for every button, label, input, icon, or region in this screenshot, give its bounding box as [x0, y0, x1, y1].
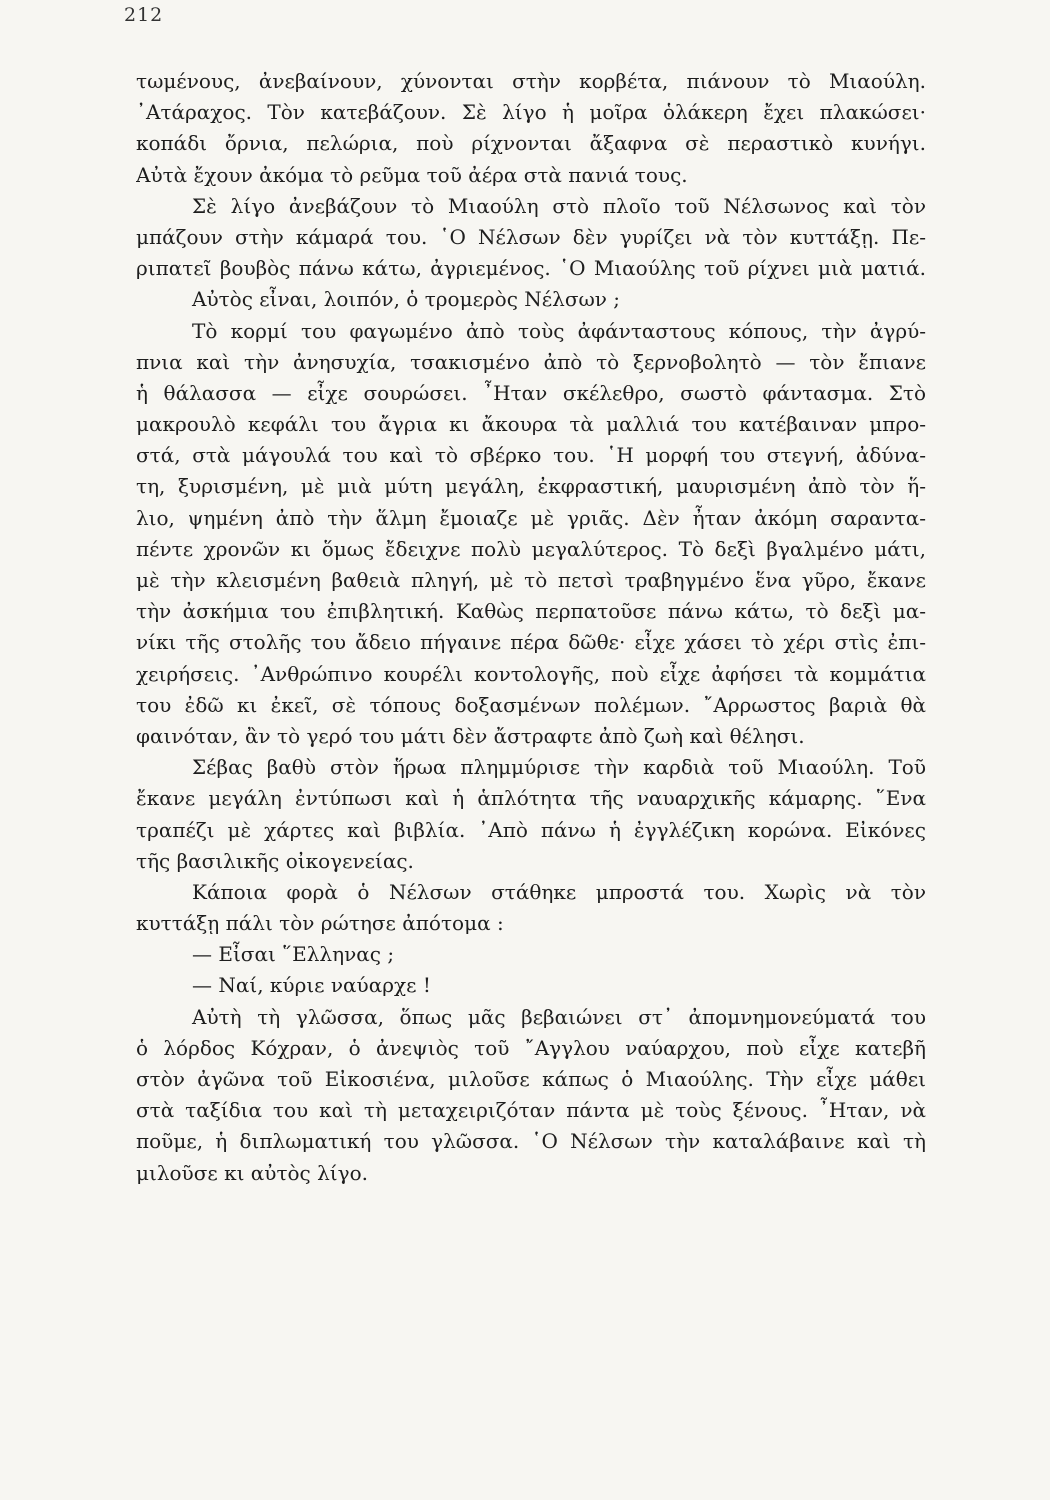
text-line: τωμένους, ἀνεβαίνουν, χύνονται στὴν κορβέτα, πιάνουν τὸ Μιαούλη.	[136, 69, 926, 93]
text-line: — Ναί, κύριε ναύαρχε !	[192, 973, 431, 998]
text-line: τραπέζι μὲ χάρτες καὶ βιβλία. ᾿Απὸ πάνω ἡ ἐγγλέζικη κορώνα. Εἰκόνες	[136, 817, 926, 842]
text-line: ὁ λόρδος Κόχραν, ὁ ἀνεψιὸς τοῦ ῎Αγγλου ναύαρχου, ποὺ εἶχε κατεβῆ	[136, 1035, 926, 1060]
text-line: Αὐτὰ ἔχουν ἀκόμα τὸ ρεῦμα τοῦ ἀέρα στὰ πανιά τους.	[136, 162, 688, 187]
text-line: μιλοῦσε κι αὐτὸς λίγο.	[136, 1160, 368, 1185]
text-line: ἔκανε μεγάλη ἐντύπωσι καὶ ἡ ἁπλότητα τῆς ναυαρχικῆς κάμαρης. ῞Ενα	[136, 786, 926, 811]
text-line: Κάποια φορὰ ὁ Νέλσων στάθηκε μπροστά του. Χωρὶς νὰ τὸν	[192, 879, 926, 904]
text-line: Αὐτὴ τὴ γλῶσσα, ὅπως μᾶς βεβαιώνει στ᾿ ἀπομνημονεύματά του	[192, 1004, 926, 1029]
text-line: ἡ θάλασσα — εἶχε σουρώσει. ῏Ηταν σκέλεθρο, σωστὸ φάντασμα. Στὸ	[136, 380, 926, 405]
text-line: κοπάδι ὄρνια, πελώρια, ποὺ ρίχνονται ἄξαφνα σὲ περαστικὸ κυνήγι.	[136, 131, 926, 156]
text-line: πέντε χρονῶν κι ὅμως ἔδειχνε πολὺ μεγαλύτερος. Τὸ δεξὶ βγαλμένο μάτι,	[136, 536, 926, 561]
text-line: νίκι τῆς στολῆς του ἄδειο πήγαινε πέρα δῶθε· εἶχε χάσει τὸ χέρι στὶς ἐπι-	[136, 630, 926, 655]
text-line: στὰ ταξίδια του καὶ τὴ μεταχειριζόταν πάντα μὲ τοὺς ξένους. ῏Ηταν, νὰ	[136, 1098, 926, 1123]
text-line: ᾿Ατάραχος. Τὸν κατεβάζουν. Σὲ λίγο ἡ μοῖρα ὁλάκερη ἔχει πλακώσει·	[136, 100, 926, 125]
text-line: του ἐδῶ κι ἐκεῖ, σὲ τόπους δοξασμένων πολέμων. ῎Αρρωστος βαριὰ θὰ	[136, 692, 926, 717]
page-number: 212	[124, 4, 164, 26]
text-line: λιο, ψημένη ἀπὸ τὴν ἅλμη ἔμοιαζε μὲ γριᾶς. Δὲν ἦταν ἀκόμη σαραντα-	[136, 505, 926, 530]
text-line: — Εἶσαι ῞Ελληνας ;	[192, 942, 395, 967]
text-line: Σὲ λίγο ἀνεβάζουν τὸ Μιαούλη στὸ πλοῖο τοῦ Νέλσωνος καὶ τὸν	[192, 193, 926, 218]
text-line: πνια καὶ τὴν ἀνησυχία, τσακισμένο ἀπὸ τὸ ξερνοβολητὸ — τὸν ἔπιανε	[136, 349, 926, 374]
text-line: κυττάξῃ πάλι τὸν ρώτησε ἀπότομα :	[136, 911, 504, 936]
text-line: Σέβας βαθὺ στὸν ἥρωα πλημμύρισε τὴν καρδιὰ τοῦ Μιαούλη. Τοῦ	[192, 755, 926, 780]
text-line: Τὸ κορμί του φαγωμένο ἀπὸ τοὺς ἀφάνταστους κόπους, τὴν ἀγρύ-	[192, 318, 926, 343]
text-line: μακρουλὸ κεφάλι του ἄγρια κι ἄκουρα τὰ μαλλιά του κατέβαιναν μπρο-	[136, 412, 926, 437]
page-text	[136, 66, 926, 1189]
text-line: μπάζουν στὴν κάμαρά του. ῾Ο Νέλσων δὲν γυρίζει νὰ τὸν κυττάξῃ. Πε-	[136, 224, 926, 249]
text-line: χειρήσεις. ᾿Ανθρώπινο κουρέλι κοντολογῆς, ποὺ εἶχε ἀφήσει τὰ κομμάτια	[136, 661, 926, 686]
text-line: στά, στὰ μάγουλά του καὶ τὸ σβέρκο του. ῾Η μορφή του στεγνή, ἀδύνα-	[136, 443, 926, 468]
text-line: ποῦμε, ἡ διπλωματική του γλῶσσα. ῾Ο Νέλσων τὴν καταλάβαινε καὶ τὴ	[136, 1129, 926, 1154]
text-line: στὸν ἀγῶνα τοῦ Εἰκοσιένα, μιλοῦσε κάπως ὁ Μιαούλης. Τὴν εἶχε μάθει	[136, 1067, 926, 1091]
text-line: τῆς βασιλικῆς οἰκογενείας.	[136, 848, 414, 873]
text-line: ριπατεῖ βουβὸς πάνω κάτω, ἀγριεμένος. ῾Ο Μιαούλης τοῦ ρίχνει μιὰ ματιά.	[136, 256, 926, 281]
text-line: μὲ τὴν κλεισμένη βαθειὰ πληγή, μὲ τὸ πετσὶ τραβηγμένο ἕνα γῦρο, ἔκανε	[136, 568, 926, 592]
text-line: τη, ξυρισμένη, μὲ μιὰ μύτη μεγάλη, ἐκφραστική, μαυρισμένη ἀπὸ τὸν ἥ-	[136, 474, 926, 499]
text-line: Αὐτὸς εἶναι, λοιπόν, ὁ τρομερὸς Νέλσων ;	[192, 287, 621, 312]
text-line: φαινόταν, ἂν τὸ γερό του μάτι δὲν ἄστραφτε ἀπὸ ζωὴ καὶ θέλησι.	[136, 723, 805, 748]
text-line: τὴν ἀσκήμια του ἐπιβλητική. Καθὼς περπατοῦσε πάνω κάτω, τὸ δεξὶ μα-	[136, 599, 926, 624]
